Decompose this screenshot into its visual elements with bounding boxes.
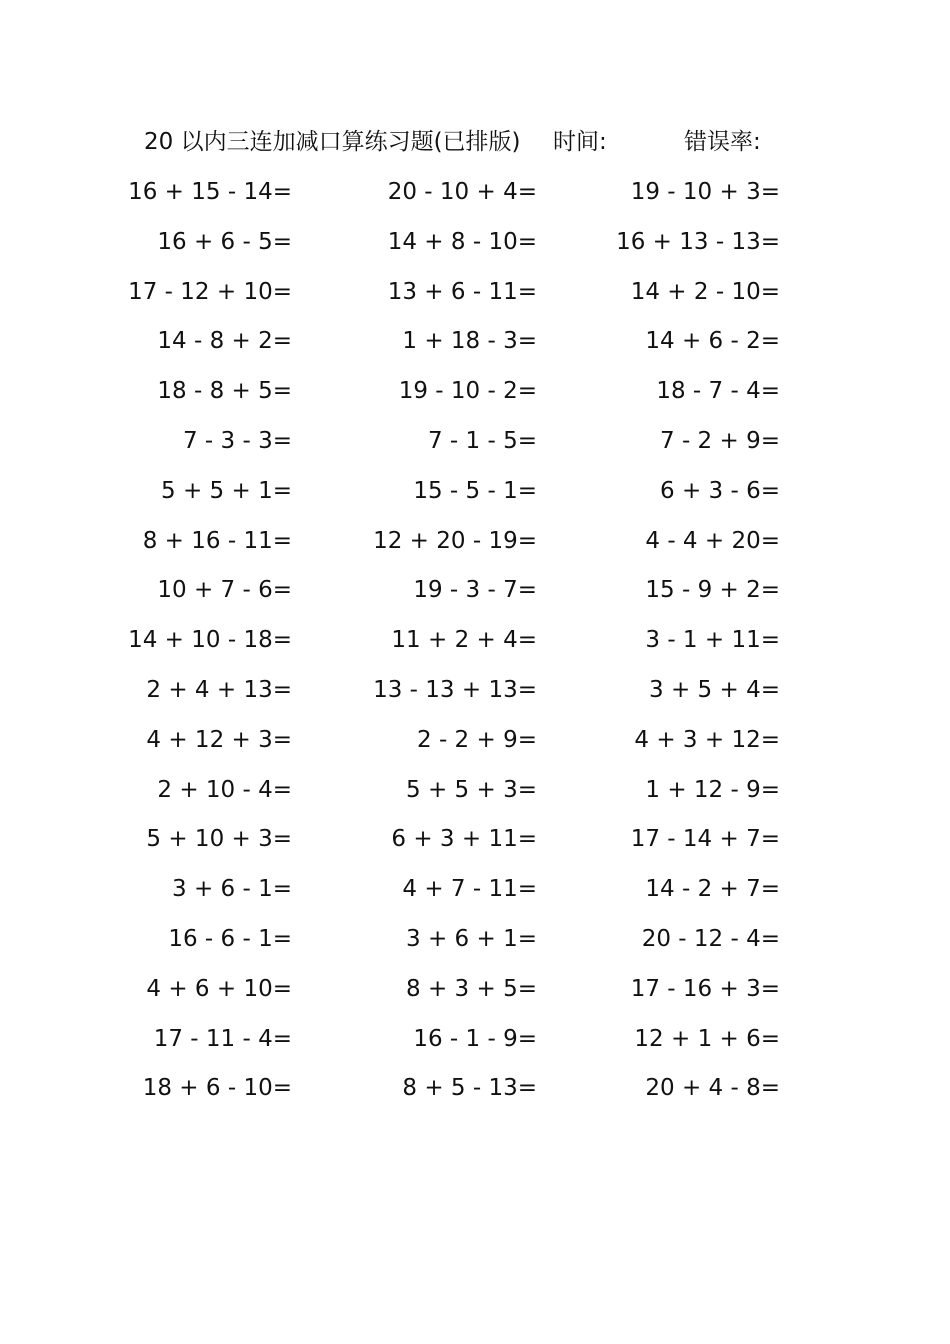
- problem-row: [0, 969, 950, 1019]
- arithmetic-problem: 4 + 12 + 3=: [146, 726, 292, 753]
- worksheet-header: [0, 124, 950, 160]
- arithmetic-problem: 15 - 9 + 2=: [645, 577, 780, 604]
- arithmetic-problem: 16 + 6 - 5=: [157, 228, 292, 255]
- arithmetic-problem: 4 + 3 + 12=: [634, 726, 780, 753]
- arithmetic-problem: 6 + 3 - 6=: [660, 477, 780, 504]
- problem-row: [0, 819, 950, 869]
- arithmetic-problem: 16 + 15 - 14=: [128, 179, 292, 205]
- arithmetic-problem: 19 - 3 - 7=: [413, 577, 537, 604]
- arithmetic-problem: 19 - 10 + 3=: [630, 179, 780, 205]
- arithmetic-problem: 14 + 8 - 10=: [387, 228, 537, 255]
- arithmetic-problem: 20 + 4 - 8=: [645, 1075, 780, 1102]
- arithmetic-problem: 16 - 1 - 9=: [413, 1025, 537, 1052]
- arithmetic-problem: 14 - 8 + 2=: [157, 328, 292, 355]
- problem-row: [0, 770, 950, 820]
- arithmetic-problem: 7 - 3 - 3=: [182, 427, 292, 454]
- arithmetic-problem: 18 - 7 - 4=: [656, 378, 780, 405]
- problem-row: [0, 670, 950, 720]
- arithmetic-problem: 14 + 10 - 18=: [128, 627, 292, 654]
- arithmetic-problem: 11 + 2 + 4=: [391, 627, 537, 654]
- arithmetic-problem: 3 + 5 + 4=: [649, 676, 780, 703]
- problem-row: [0, 521, 950, 571]
- arithmetic-problem: 13 + 6 - 11=: [387, 278, 537, 305]
- arithmetic-problem: 5 + 5 + 3=: [406, 776, 537, 803]
- arithmetic-problem: 8 + 5 - 13=: [402, 1075, 537, 1102]
- error-rate-label: 错误率:: [684, 129, 761, 155]
- arithmetic-problem: 2 - 2 + 9=: [417, 726, 537, 753]
- problem-row: [0, 1068, 950, 1118]
- arithmetic-problem: 20 - 10 + 4=: [387, 179, 537, 205]
- problem-row: [0, 272, 950, 322]
- arithmetic-problem: 4 + 7 - 11=: [402, 876, 537, 903]
- arithmetic-problem: 14 + 6 - 2=: [645, 328, 780, 355]
- problem-row: [0, 720, 950, 770]
- arithmetic-problem: 5 + 5 + 1=: [161, 477, 292, 504]
- arithmetic-problem: 4 - 4 + 20=: [645, 527, 780, 554]
- problem-row: [0, 371, 950, 421]
- arithmetic-problem: 15 - 5 - 1=: [413, 477, 537, 504]
- arithmetic-problem: 13 - 13 + 13=: [373, 676, 537, 703]
- arithmetic-problem: 7 - 1 - 5=: [427, 427, 537, 454]
- arithmetic-problem: 3 + 6 - 1=: [172, 876, 292, 903]
- problem-grid: [0, 172, 950, 1118]
- problem-row: [0, 620, 950, 670]
- arithmetic-problem: 16 - 6 - 1=: [168, 925, 292, 952]
- arithmetic-problem: 3 - 1 + 11=: [645, 627, 780, 654]
- arithmetic-problem: 2 + 10 - 4=: [157, 776, 292, 803]
- arithmetic-problem: 2 + 4 + 13=: [146, 676, 292, 703]
- arithmetic-problem: 3 + 6 + 1=: [406, 925, 537, 952]
- arithmetic-problem: 17 - 16 + 3=: [630, 975, 780, 1002]
- arithmetic-problem: 17 - 12 + 10=: [128, 278, 292, 305]
- arithmetic-problem: 18 - 8 + 5=: [157, 378, 292, 405]
- arithmetic-problem: 14 + 2 - 10=: [630, 278, 780, 305]
- arithmetic-problem: 10 + 7 - 6=: [157, 577, 292, 604]
- problem-row: [0, 421, 950, 471]
- arithmetic-problem: 8 + 3 + 5=: [406, 975, 537, 1002]
- arithmetic-problem: 5 + 10 + 3=: [146, 826, 292, 853]
- arithmetic-problem: 17 - 11 - 4=: [153, 1025, 292, 1052]
- problem-row: [0, 1019, 950, 1069]
- arithmetic-problem: 19 - 10 - 2=: [398, 378, 537, 405]
- arithmetic-problem: 20 - 12 - 4=: [641, 925, 780, 952]
- problem-row: [0, 222, 950, 272]
- arithmetic-problem: 1 + 18 - 3=: [402, 328, 537, 355]
- arithmetic-problem: 12 + 1 + 6=: [634, 1025, 780, 1052]
- problem-row: [0, 869, 950, 919]
- arithmetic-problem: 7 - 2 + 9=: [660, 427, 780, 454]
- arithmetic-problem: 18 + 6 - 10=: [142, 1075, 292, 1102]
- arithmetic-problem: 1 + 12 - 9=: [645, 776, 780, 803]
- arithmetic-problem: 17 - 14 + 7=: [630, 826, 780, 853]
- worksheet-title: 20 以内三连加减口算练习题(已排版): [144, 129, 521, 155]
- problem-row: [0, 471, 950, 521]
- arithmetic-problem: 8 + 16 - 11=: [142, 527, 292, 554]
- problem-row: [0, 570, 950, 620]
- arithmetic-problem: 16 + 13 - 13=: [616, 228, 780, 255]
- problem-row: [0, 172, 950, 222]
- time-label: 时间:: [553, 129, 607, 155]
- problem-row: [0, 919, 950, 969]
- arithmetic-problem: 6 + 3 + 11=: [391, 826, 537, 853]
- problem-row: [0, 321, 950, 371]
- arithmetic-problem: 4 + 6 + 10=: [146, 975, 292, 1002]
- arithmetic-problem: 14 - 2 + 7=: [645, 876, 780, 903]
- arithmetic-problem: 12 + 20 - 19=: [373, 527, 537, 554]
